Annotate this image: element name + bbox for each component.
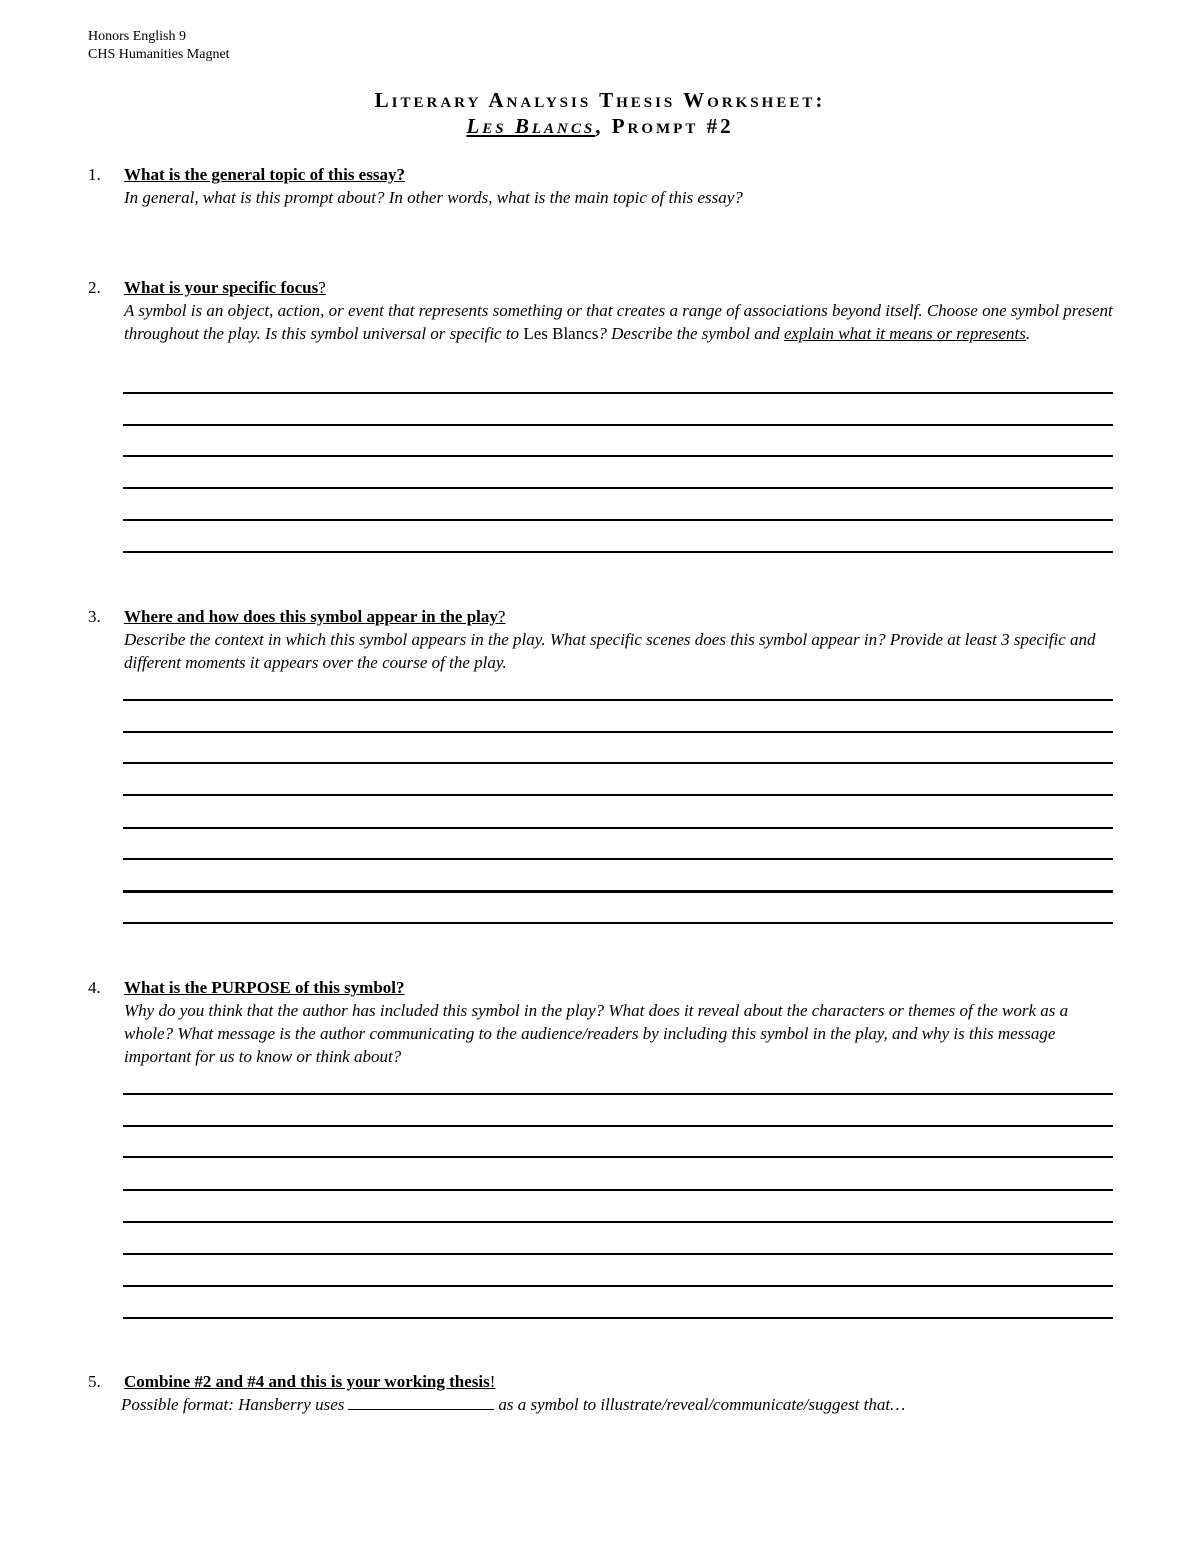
question-number: 5. [88, 1372, 101, 1391]
question-number: 2. [88, 278, 101, 297]
play-title: Les Blancs [466, 114, 596, 138]
answer-line[interactable] [123, 551, 1113, 553]
heading-text: What is your specific focus [124, 278, 319, 297]
answer-line[interactable] [123, 890, 1113, 893]
answer-line[interactable] [123, 794, 1113, 796]
question-heading [124, 605, 505, 628]
description-part: A symbol is an object, action, or event that represents something or that creates a range of associations beyond itself. Choose one symbol present throughout the play. Is this symbol universal or specific to [124, 301, 1113, 343]
format-label: Possible format [121, 1395, 229, 1414]
worksheet-title: Literary Analysis Thesis Worksheet: [374, 88, 826, 112]
question-number: 3. [88, 607, 101, 626]
question-heading [124, 276, 326, 299]
answer-line[interactable] [123, 455, 1113, 457]
course-name: Honors English 9 [88, 29, 186, 44]
question-description: In general, what is this prompt about? In other words, what is the main topic of this essay? [124, 188, 743, 207]
answer-line[interactable] [123, 1189, 1113, 1191]
answer-line[interactable] [123, 922, 1113, 924]
question-number: 4. [88, 978, 101, 997]
answer-line[interactable] [123, 1093, 1113, 1095]
question-heading: What is the PURPOSE of this symbol? [124, 978, 405, 997]
heading-text: Combine #2 and #4 and this is your working thesis [124, 1372, 490, 1391]
question-heading [124, 1370, 495, 1393]
format-text: : Hansberry uses [228, 1395, 345, 1414]
answer-line[interactable] [123, 519, 1113, 521]
answer-line[interactable] [123, 762, 1113, 764]
answer-line[interactable] [123, 827, 1113, 829]
question-description: Why do you think that the author has included this symbol in the play? What does it reveal about the characters or themes of the work as a whole? What message is the author communicating to the audience/readers by including this symbol in the play, and why is this message important for us to know or think about? [124, 1001, 1069, 1066]
question-description: Describe the context in which this symbol appears in the play. What specific scenes does this symbol appear in? Provide at least 3 specific and different moments it appears over the course of the play. [124, 630, 1096, 672]
prompt-label: , Prompt #2 [595, 114, 734, 138]
question-heading: What is the general topic of this essay? [124, 165, 405, 184]
format-text: as a symbol to illustrate/reveal/communicate/suggest that… [498, 1395, 906, 1414]
answer-line[interactable] [123, 1285, 1113, 1287]
heading-tail: ? [497, 607, 506, 626]
answer-line[interactable] [123, 424, 1113, 426]
symbol-blank[interactable] [348, 1395, 494, 1410]
worksheet-subtitle [0, 114, 1200, 139]
description-emphasis: explain what it means or represents [783, 324, 1026, 343]
answer-line[interactable] [123, 1253, 1113, 1255]
question-description [124, 299, 1118, 345]
heading-text: Where and how does this symbol appear in the play [124, 607, 498, 626]
heading-tail: ! [489, 1372, 496, 1391]
answer-line[interactable] [123, 1317, 1113, 1319]
answer-line[interactable] [123, 392, 1113, 394]
answer-line[interactable] [123, 1125, 1113, 1127]
description-part: . [1025, 324, 1031, 343]
course-header [88, 28, 230, 64]
answer-line[interactable] [123, 1156, 1113, 1158]
program-name: CHS Humanities Magnet [88, 47, 230, 62]
answer-line[interactable] [123, 487, 1113, 489]
answer-line[interactable] [123, 699, 1113, 701]
description-part: ? Describe the symbol and [598, 324, 784, 343]
answer-line[interactable] [123, 731, 1113, 733]
answer-line[interactable] [123, 1221, 1113, 1223]
thesis-format [121, 1393, 1115, 1416]
heading-tail: ? [318, 278, 326, 297]
answer-line[interactable] [123, 858, 1113, 860]
play-reference: Les Blancs [523, 324, 599, 343]
question-number: 1. [88, 165, 101, 184]
